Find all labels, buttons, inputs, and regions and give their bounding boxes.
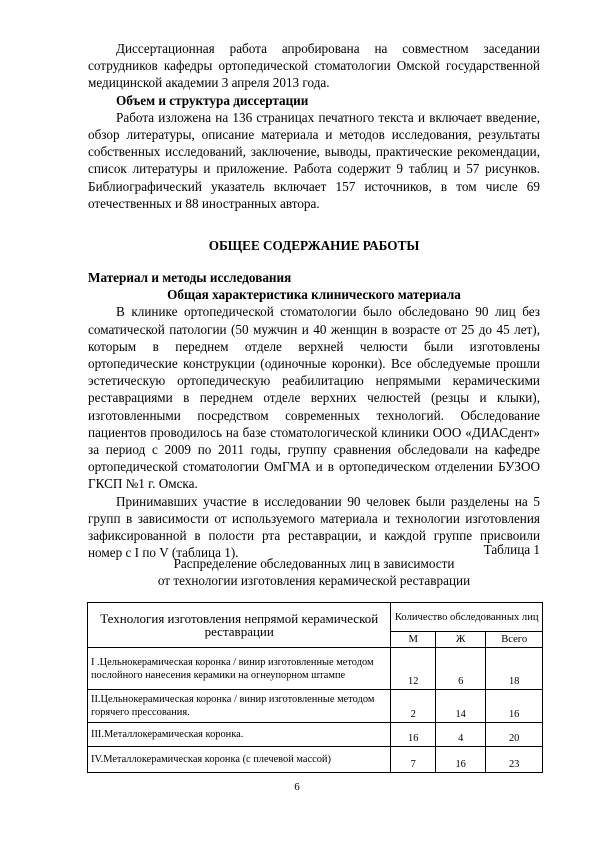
structure-heading: Объем и структура диссертации [116,92,309,108]
row-label: I .Цельнокерамическая коронка / винир изготовленные методом послойного нанесения керамики на огнеупорном штампе [88,648,391,690]
table-caption-line-2: от технологии изготовления керамической реставрации [157,573,471,589]
table-row [88,723,543,747]
page-number: 6 [294,781,300,793]
table-row [88,690,543,723]
header-female: Ж [435,632,485,648]
table-number: Таблица 1 [483,542,540,557]
header-technology: Технология изготовления непрямой керамической реставрации [88,603,391,648]
row-label: IV.Металлокерамическая коронка (с плечевой массой) [88,747,391,773]
table-caption [88,555,540,589]
table-row [88,648,543,690]
row-male: 2 [391,690,436,723]
row-male: 12 [391,648,436,690]
row-female: 4 [435,723,485,747]
methods-heading: Материал и методы исследования [88,270,292,285]
row-female: 6 [435,648,485,690]
row-total: 18 [486,648,543,690]
header-count: Количество обследованных лиц [391,603,543,632]
approbation-paragraph: Диссертационная работа апробирована на совместном заседании сотрудников кафедры ортопедической стоматологии Омской государственной медицинской академии 3 апреля 2013 года. [88,41,540,91]
row-female: 14 [435,690,485,723]
row-total: 16 [486,690,543,723]
table-caption-line-1: Распределение обследованных лиц в зависимости [173,556,455,571]
methods-paragraph-2: Принимавших участие в исследовании 90 человек были разделены на 5 групп в зависимости от используемого материала и технологии изготовления зафиксированной в полости рта реставрации, и каждой группе присвоили номер с I по V (таблица 1). [88,493,540,561]
methods-subheading: Общая характеристика клинического материала [167,287,461,303]
distribution-table [87,602,543,773]
intro-section [88,40,540,212]
row-label: III.Металлокерамическая коронка. [88,723,391,747]
row-label: II.Цельнокерамическая коронка / винир изготовленные методом горячего прессования. [88,690,391,723]
header-male: М [391,632,436,648]
main-heading: ОБЩЕЕ СОДЕРЖАНИЕ РАБОТЫ [208,238,420,253]
table-header-row [88,603,543,632]
row-male: 7 [391,747,436,773]
row-male: 16 [391,723,436,747]
methods-section [88,269,540,561]
row-total: 23 [486,747,543,773]
header-total: Всего [486,632,543,648]
methods-paragraph-1: В клинике ортопедической стоматологии было обследовано 90 лиц без соматической патологии (50 мужчин и 40 женщин в возрасте от 25 до 45 лет), которым в переднем отделе верхней челюсти были изготовлены ортопедические конструкции (одиночные коронки). Все обследуемые прошли эстетическую ортопедическую реабилитацию непрямыми керамическими реставрациями в переднем отделе верхних челюстей (резцы и клыки), изготовленными посредством современных технологий. Обследование пациентов проводилось на базе стоматологической клиники ООО «ДИАСдент» за период с 2009 по 2011 годы, группу сравнения обследовали на кафедре ортопедической стоматологии ОмГМА и в ортопедическом отделении БУЗОО ГКСП №1 г. Омска. [88,304,540,492]
structure-paragraph: Работа изложена на 136 страницах печатного текста и включает введение, обзор литературы, описание материала и методов исследования, результаты собственных исследований, заключение, выводы, практические рекомендации, список литературы и приложение. Работа содержит 9 таблиц и 57 рисунков. Библиографический указатель включает 157 источников, в том числе 69 отечественных и 88 иностранных автора. [88,109,540,211]
row-total: 20 [486,723,543,747]
row-female: 16 [435,747,485,773]
table-row [88,747,543,773]
